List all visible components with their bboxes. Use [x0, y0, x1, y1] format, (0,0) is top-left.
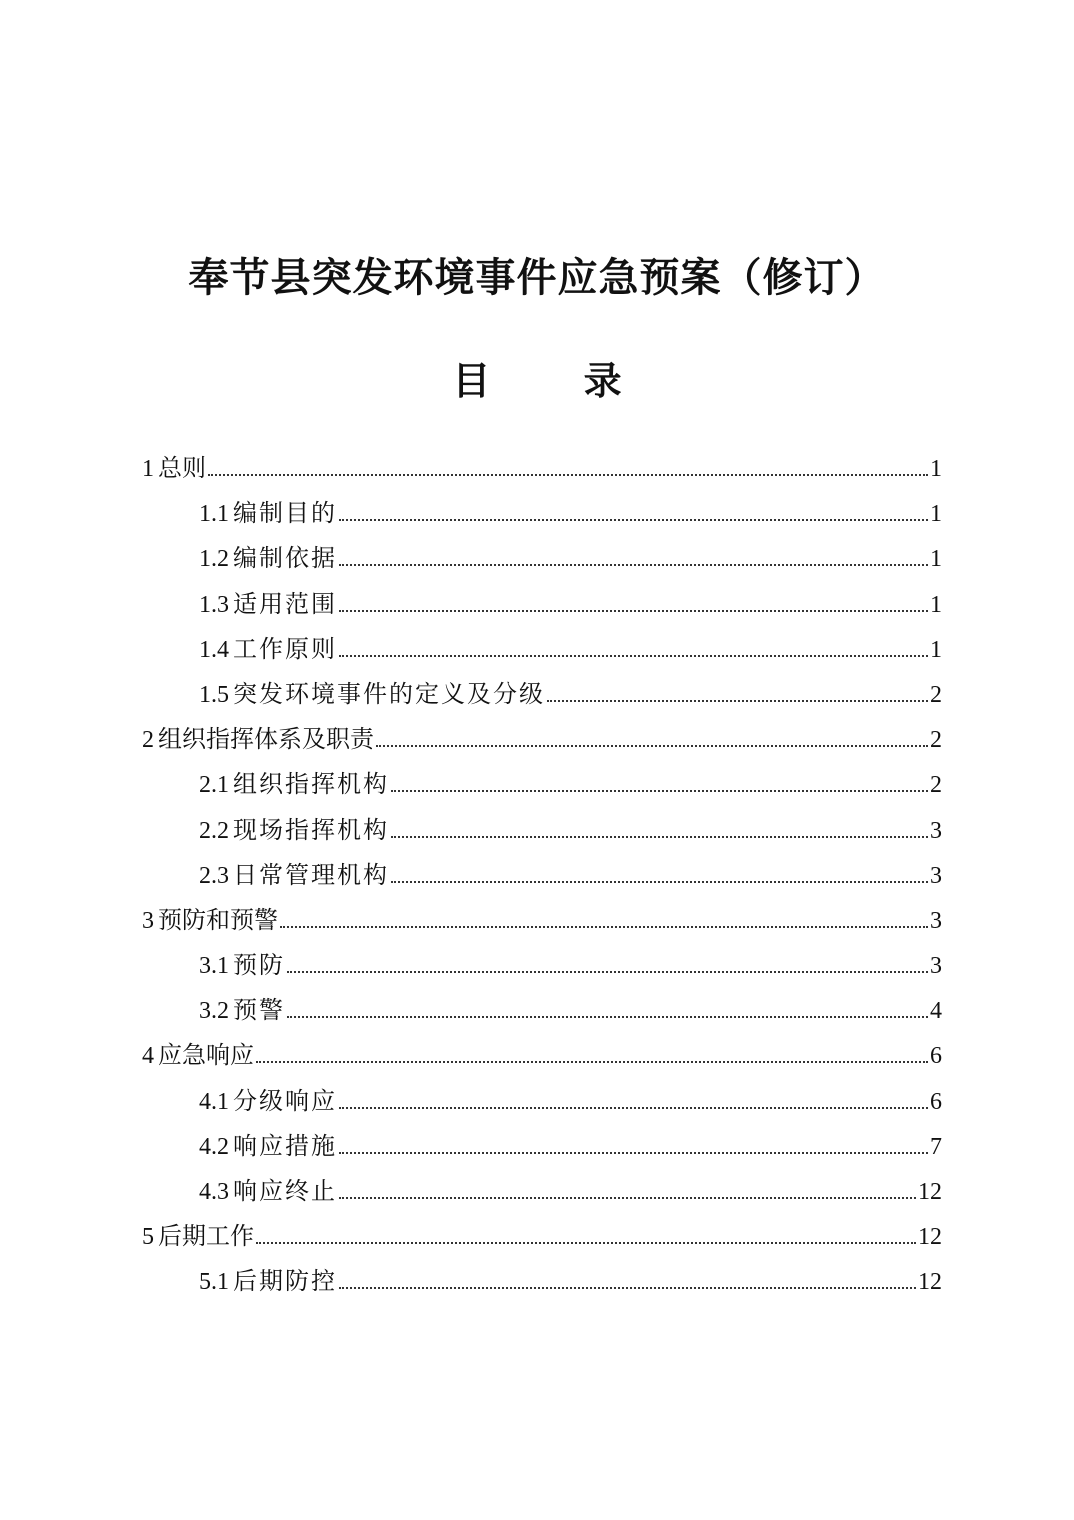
toc-leader-dots [339, 655, 928, 657]
toc-entry-label [199, 1169, 337, 1215]
toc-entry-label [199, 536, 337, 582]
toc-entry-page: 4 [930, 998, 942, 1025]
toc-entry-label [142, 717, 374, 763]
toc-entry-label [142, 1214, 254, 1260]
toc-leader-dots [287, 1016, 928, 1018]
toc-leader-dots [339, 1287, 916, 1289]
toc-entry-number: 1.3 [199, 591, 229, 618]
toc-entry-page: 1 [930, 636, 942, 663]
toc-entry-text: 组织指挥体系及职责 [158, 725, 374, 754]
toc-entry-text: 预防和预警 [158, 905, 278, 934]
toc-leader-dots [280, 926, 928, 928]
toc-entry-number: 1.2 [199, 546, 229, 573]
toc-entry-number: 3 [142, 907, 154, 934]
toc-entry-label [142, 898, 278, 944]
toc-entry-text: 预警 [233, 996, 285, 1025]
toc-entry[interactable] [142, 1124, 942, 1169]
toc-leader-dots [547, 700, 928, 702]
toc-entry-page: 1 [930, 501, 942, 528]
toc-entry-number: 5.1 [199, 1269, 229, 1296]
table-of-contents [142, 446, 942, 1305]
toc-leader-dots [339, 519, 928, 521]
toc-entry[interactable] [142, 853, 942, 898]
toc-entry-number: 1.1 [199, 501, 229, 528]
toc-entry-text: 现场指挥机构 [233, 815, 389, 844]
toc-entry-text: 后期工作 [158, 1222, 254, 1251]
toc-entry[interactable] [142, 988, 942, 1033]
toc-entry-label [199, 1079, 337, 1125]
toc-entry[interactable] [142, 446, 942, 491]
toc-entry[interactable] [142, 1214, 942, 1259]
toc-entry-text: 突发环境事件的定义及分级 [233, 679, 545, 708]
toc-entry-page: 12 [918, 1179, 942, 1205]
toc-entry-label [199, 853, 389, 899]
toc-leader-dots [208, 474, 928, 476]
toc-entry[interactable] [142, 1169, 942, 1214]
toc-entry-text: 预防 [233, 951, 285, 980]
toc-entry-text: 编制目的 [233, 499, 337, 528]
toc-entry[interactable] [142, 1259, 942, 1304]
toc-entry[interactable] [142, 808, 942, 853]
toc-entry-text: 响应措施 [233, 1131, 337, 1160]
toc-entry-text: 编制依据 [233, 544, 337, 573]
toc-entry-label [142, 446, 206, 492]
toc-entry[interactable] [142, 536, 942, 581]
toc-entry-number: 3.1 [199, 953, 229, 980]
toc-entry[interactable] [142, 762, 942, 807]
toc-entry-text: 适用范围 [233, 589, 337, 618]
toc-entry-page: 1 [930, 456, 942, 482]
toc-entry-text: 日常管理机构 [233, 860, 389, 889]
toc-entry-page: 3 [930, 953, 942, 980]
toc-entry[interactable] [142, 582, 942, 627]
toc-entry-number: 1.5 [199, 681, 229, 708]
toc-leader-dots [256, 1242, 916, 1244]
toc-leader-dots [339, 1197, 916, 1199]
toc-entry-label [199, 672, 545, 718]
toc-entry[interactable] [142, 491, 942, 536]
toc-entry-page: 2 [930, 681, 942, 708]
toc-entry-text: 响应终止 [233, 1177, 337, 1205]
toc-entry-text: 工作原则 [233, 634, 337, 663]
toc-entry[interactable] [142, 898, 942, 943]
toc-entry[interactable] [142, 672, 942, 717]
toc-entry[interactable] [142, 1033, 942, 1078]
toc-entry[interactable] [142, 717, 942, 762]
toc-leader-dots [287, 971, 928, 973]
toc-entry-label [142, 1033, 254, 1079]
toc-entry-number: 1.4 [199, 636, 229, 663]
toc-entry-page: 7 [930, 1133, 942, 1160]
toc-leader-dots [339, 1107, 928, 1109]
toc-entry-number: 3.2 [199, 998, 229, 1025]
toc-entry-page: 12 [918, 1224, 942, 1251]
toc-entry-page: 6 [930, 1088, 942, 1115]
toc-entry-label [199, 491, 337, 537]
toc-entry[interactable] [142, 627, 942, 672]
toc-leader-dots [376, 745, 928, 747]
toc-leader-dots [339, 564, 928, 566]
toc-entry-page: 1 [930, 546, 942, 573]
toc-entry-label [199, 808, 389, 854]
toc-entry-text: 应急响应 [158, 1041, 254, 1070]
toc-entry-label [199, 582, 337, 628]
toc-leader-dots [391, 790, 928, 792]
toc-entry-text: 总则 [158, 454, 206, 482]
toc-entry-number: 2.2 [199, 817, 229, 844]
toc-entry-number: 1 [142, 456, 154, 482]
toc-entry-page: 12 [918, 1269, 942, 1296]
toc-leader-dots [339, 1152, 928, 1154]
toc-entry-label [199, 762, 389, 808]
toc-entry-label [199, 988, 285, 1034]
toc-entry-number: 5 [142, 1224, 154, 1251]
toc-entry-page: 1 [930, 591, 942, 618]
toc-entry-number: 4.1 [199, 1088, 229, 1115]
document-title: 奉节县突发环境事件应急预案（修订） [188, 254, 886, 301]
toc-entry-page: 3 [930, 817, 942, 844]
toc-entry-label [199, 943, 285, 989]
toc-entry[interactable] [142, 1079, 942, 1124]
toc-entry-number: 4 [142, 1043, 154, 1070]
toc-entry-text: 组织指挥机构 [233, 770, 389, 799]
toc-leader-dots [391, 881, 928, 883]
toc-leader-dots [391, 836, 928, 838]
toc-entry-number: 2.3 [199, 862, 229, 889]
toc-entry-page: 2 [930, 772, 942, 799]
toc-entry-number: 2.1 [199, 772, 229, 799]
toc-entry-number: 4.2 [199, 1133, 229, 1160]
toc-leader-dots [339, 610, 928, 612]
toc-entry-number: 4.3 [199, 1179, 229, 1205]
toc-heading: 目 录 [452, 359, 662, 403]
toc-entry-text: 分级响应 [233, 1086, 337, 1115]
toc-entry-page: 3 [930, 862, 942, 889]
toc-entry-label [199, 1124, 337, 1170]
toc-entry-label [199, 1259, 337, 1305]
toc-leader-dots [256, 1061, 928, 1063]
toc-entry[interactable] [142, 943, 942, 988]
toc-entry-page: 6 [930, 1043, 942, 1070]
toc-entry-page: 3 [930, 907, 942, 934]
toc-entry-number: 2 [142, 727, 154, 754]
toc-entry-text: 后期防控 [233, 1267, 337, 1296]
toc-entry-label [199, 627, 337, 673]
toc-entry-page: 2 [930, 727, 942, 754]
